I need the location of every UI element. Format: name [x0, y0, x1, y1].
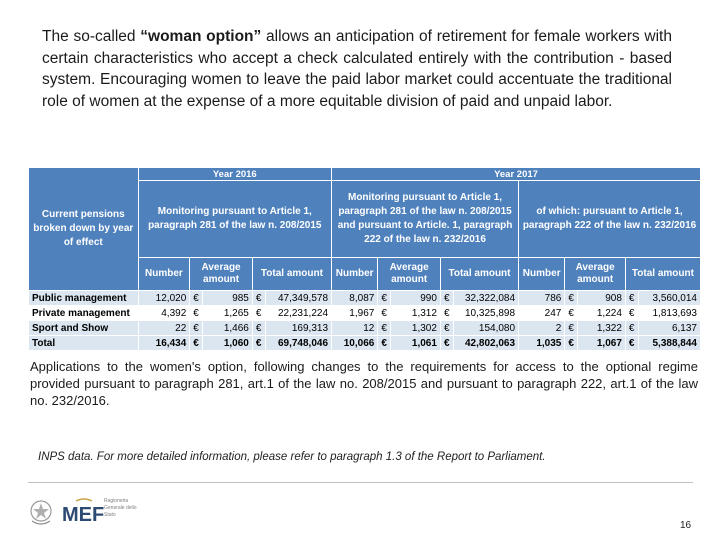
- intro-part1: The so-called: [42, 28, 141, 45]
- intro-paragraph: [42, 26, 672, 112]
- group-2017-header: Monitoring pursuant to Article 1, paragraph 281 of the law n. 208/2015 and pursuant to Article. 1, paragraph 222 of the law n. 232/2016: [332, 181, 519, 258]
- cell-average-2016: 1,060: [203, 336, 253, 351]
- cell-currency: €: [625, 336, 638, 351]
- republic-emblem-icon: [28, 497, 54, 527]
- page-number: 16: [680, 520, 692, 531]
- year-2017-header: Year 2017: [332, 168, 701, 181]
- group-woman-option-header: of which: pursuant to Article 1, paragraph 222 of the law n. 232/2016: [519, 181, 701, 258]
- cell-number-2017: 10,066: [332, 336, 378, 351]
- cell-currency: €: [440, 321, 453, 336]
- table-row: [29, 291, 701, 306]
- cell-currency: €: [378, 291, 391, 306]
- table-row: [29, 336, 701, 351]
- cell-total-2017: 42,802,063: [453, 336, 518, 351]
- row-label: Public management: [29, 291, 139, 306]
- col-average: Average amount: [378, 258, 441, 291]
- cell-currency: €: [378, 306, 391, 321]
- cell-currency: €: [565, 291, 578, 306]
- cell-currency: €: [565, 336, 578, 351]
- cell-total-2016: 69,748,046: [265, 336, 331, 351]
- source-note: INPS data. For more detailed information, please refer to paragraph 1.3 of the Report to Parliament.: [38, 451, 546, 463]
- cell-average-2017: 1,061: [391, 336, 441, 351]
- cell-number-2017: 8,087: [332, 291, 378, 306]
- col-number: Number: [332, 258, 378, 291]
- cell-number-2017: 1,967: [332, 306, 378, 321]
- cell-average-woman-option: 908: [578, 291, 626, 306]
- cell-average-2016: 985: [203, 291, 253, 306]
- cell-number-woman-option: 247: [519, 306, 565, 321]
- cell-total-woman-option: 6,137: [638, 321, 700, 336]
- table-caption: Applications to the women's option, following changes to the requirements for access to the optional regime provided pursuant to paragraph 281, art.1 of the law no. 208/2015 and pursuant to paragraph 222, art.1 of the law no. 232/2016.: [30, 359, 698, 408]
- cell-currency: €: [565, 321, 578, 336]
- pension-table: [28, 167, 701, 351]
- cell-average-woman-option: 1,322: [578, 321, 626, 336]
- cell-number-woman-option: 1,035: [519, 336, 565, 351]
- mef-logo-subtext: Ragioneria Generale dello Stato: [104, 498, 137, 518]
- cell-total-woman-option: 1,813,693: [638, 306, 700, 321]
- cell-average-woman-option: 1,224: [578, 306, 626, 321]
- cell-currency: €: [625, 291, 638, 306]
- cell-number-2016: 12,020: [138, 291, 190, 306]
- cell-total-woman-option: 5,388,844: [638, 336, 700, 351]
- col-number: Number: [138, 258, 190, 291]
- cell-currency: €: [440, 306, 453, 321]
- col-total: Total amount: [625, 258, 700, 291]
- row-label: Sport and Show: [29, 321, 139, 336]
- cell-currency: €: [190, 321, 203, 336]
- mef-logo-text: MEF: [62, 504, 105, 526]
- cell-average-2017: 1,302: [391, 321, 441, 336]
- cell-total-2016: 169,313: [265, 321, 331, 336]
- cell-currency: €: [378, 321, 391, 336]
- cell-total-woman-option: 3,560,014: [638, 291, 700, 306]
- cell-currency: €: [625, 306, 638, 321]
- cell-number-2017: 12: [332, 321, 378, 336]
- cell-total-2017: 10,325,898: [453, 306, 518, 321]
- cell-currency: €: [190, 306, 203, 321]
- cell-currency: €: [252, 336, 265, 351]
- row-label: Private management: [29, 306, 139, 321]
- table-row: [29, 321, 701, 336]
- row-label: Total: [29, 336, 139, 351]
- cell-currency: €: [190, 291, 203, 306]
- cell-average-woman-option: 1,067: [578, 336, 626, 351]
- footer-divider: [28, 482, 693, 483]
- year-2016-header: Year 2016: [138, 168, 331, 181]
- cell-total-2017: 154,080: [453, 321, 518, 336]
- col-number: Number: [519, 258, 565, 291]
- cell-average-2017: 1,312: [391, 306, 441, 321]
- cell-currency: €: [565, 306, 578, 321]
- cell-currency: €: [378, 336, 391, 351]
- table-row: [29, 306, 701, 321]
- cell-number-woman-option: 2: [519, 321, 565, 336]
- cell-currency: €: [252, 306, 265, 321]
- cell-currency: €: [440, 336, 453, 351]
- col-total: Total amount: [252, 258, 331, 291]
- cell-average-2016: 1,265: [203, 306, 253, 321]
- cell-currency: €: [190, 336, 203, 351]
- cell-number-2016: 16,434: [138, 336, 190, 351]
- row-header: Current pensions broken down by year of effect: [29, 168, 139, 291]
- group-2016-header: Monitoring pursuant to Article 1, paragraph 281 of the law n. 208/2015: [138, 181, 331, 258]
- cell-number-woman-option: 786: [519, 291, 565, 306]
- intro-part2: allows an anticipation of retirement for female workers with certain characteristics who accept a check calculated entirely with the contribution - based system. Encouraging women to leave the paid labor market could accentuate the traditional role of women at the expense of a more equitable division of paid and unpaid labor.: [42, 28, 672, 110]
- cell-number-2016: 22: [138, 321, 190, 336]
- cell-currency: €: [440, 291, 453, 306]
- intro-emphasis: “woman option”: [140, 28, 262, 45]
- col-average: Average amount: [190, 258, 253, 291]
- col-average: Average amount: [565, 258, 626, 291]
- cell-currency: €: [252, 321, 265, 336]
- cell-average-2017: 990: [391, 291, 441, 306]
- cell-number-2016: 4,392: [138, 306, 190, 321]
- cell-currency: €: [252, 291, 265, 306]
- cell-total-2016: 22,231,224: [265, 306, 331, 321]
- cell-total-2017: 32,322,084: [453, 291, 518, 306]
- cell-total-2016: 47,349,578: [265, 291, 331, 306]
- col-total: Total amount: [440, 258, 518, 291]
- cell-currency: €: [625, 321, 638, 336]
- cell-average-2016: 1,466: [203, 321, 253, 336]
